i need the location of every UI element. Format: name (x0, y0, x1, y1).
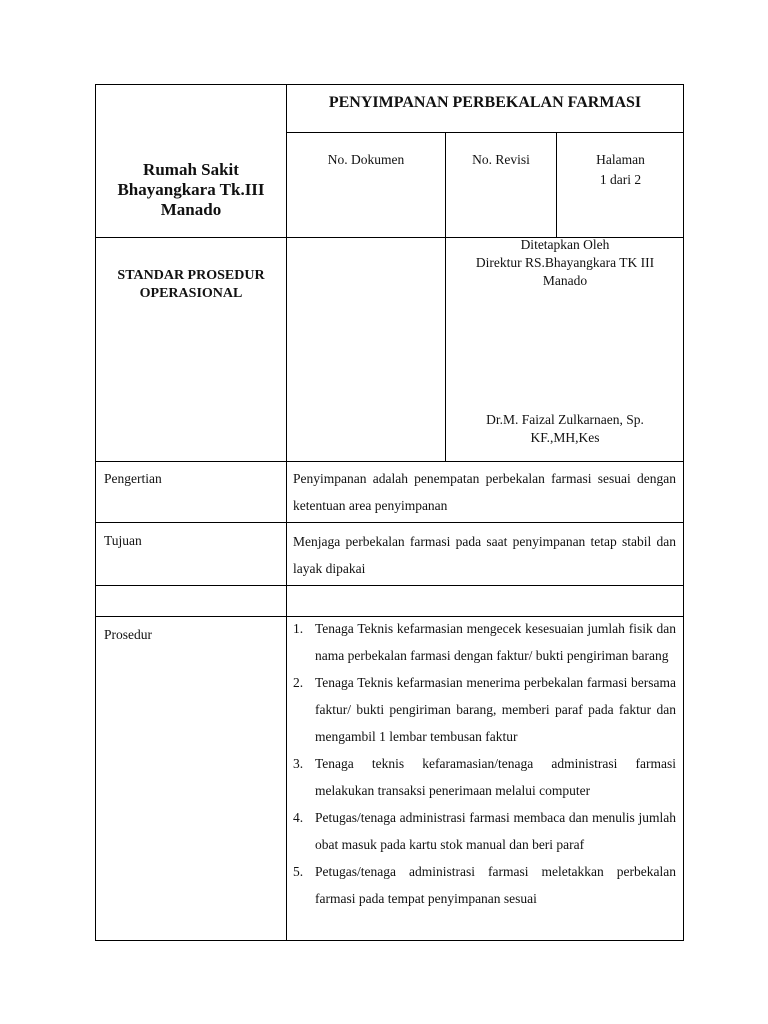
hospital-name: Rumah Sakit Bhayangkara Tk.III Manado (117, 160, 265, 219)
step-text: Tenaga Teknis kefarmasian mengecek kesesuaian jumlah fisik dan nama perbekalan farmasi dengan faktur/ bukti pengiriman barang (315, 621, 676, 663)
prosedur-list (293, 615, 676, 912)
step-number: 5. (293, 864, 304, 879)
step-text: Petugas/tenaga administrasi farmasi meletakkan perbekalan farmasi pada tempat penyimpanan sesuai (315, 864, 676, 906)
ditetapkan-title: Direktur RS.Bhayangkara TK III Manado (475, 255, 655, 288)
step-text: Petugas/tenaga administrasi farmasi membaca dan menulis jumlah obat masuk pada kartu stok manual dan beri paraf (315, 810, 676, 852)
sop-document-table (95, 84, 684, 941)
step-number: 2. (293, 675, 304, 690)
tujuan-text: Menjaga perbekalan farmasi pada saat penyimpanan tetap stabil dan layak dipakai (293, 534, 676, 576)
list-item (293, 669, 676, 750)
halaman-value: 1 dari 2 (599, 172, 642, 187)
step-number: 4. (293, 810, 304, 825)
no-dokumen-label: No. Dokumen (327, 152, 405, 167)
sop-type-label: STANDAR PROSEDUR OPERASIONAL (117, 268, 265, 301)
grid-line (445, 132, 446, 461)
grid-line (96, 522, 684, 523)
grid-line (286, 132, 684, 133)
grid-line (286, 85, 287, 941)
grid-line (96, 585, 684, 586)
list-item (293, 750, 676, 804)
step-number: 3. (293, 756, 304, 771)
prosedur-label: Prosedur (104, 627, 152, 642)
pengertian-label: Pengertian (104, 471, 162, 486)
signatory-name: Dr.M. Faizal Zulkarnaen, Sp. KF.,MH,Kes (486, 412, 644, 445)
step-number: 1. (293, 621, 304, 636)
tujuan-label: Tujuan (104, 533, 142, 548)
document-title: PENYIMPANAN PERBEKALAN FARMASI (328, 94, 642, 111)
step-text: Tenaga teknis kefaramasian/tenaga administrasi farmasi melakukan transaksi penerimaan melalui computer (315, 756, 676, 798)
no-revisi-label: No. Revisi (472, 152, 530, 167)
pengertian-text: Penyimpanan adalah penempatan perbekalan farmasi sesuai dengan ketentuan area penyimpanan (293, 471, 676, 513)
step-text: Tenaga Teknis kefarmasian menerima perbekalan farmasi bersama faktur/ bukti pengiriman barang, memberi paraf pada faktur dan mengambil 1 lembar tembusan faktur (315, 675, 676, 744)
list-item (293, 858, 676, 912)
list-item (293, 804, 676, 858)
halaman-label: Halaman (596, 152, 645, 167)
list-item (293, 615, 676, 669)
ditetapkan-label: Ditetapkan Oleh (520, 237, 610, 252)
grid-line (96, 461, 684, 462)
